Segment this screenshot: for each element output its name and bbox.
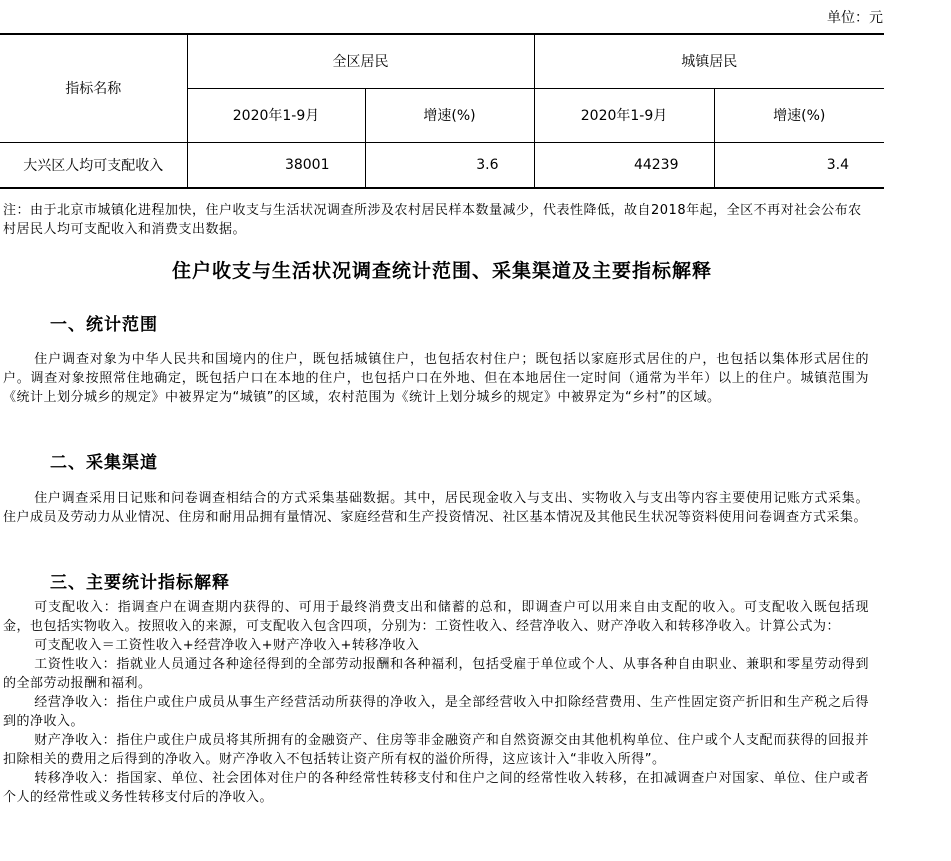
unit-label: 单位：元 (827, 10, 883, 26)
formula: 可支配收入＝工资性收入+经营净收入+财产净收入+转移净收入 (34, 638, 420, 653)
header-all-residents: 全区居民 (187, 34, 534, 88)
section-text-channels: 住户调查采用日记账和问卷调查相结合的方式采集基础数据。其中，居民现金收入与支出、实物收入与支出等内容主要使用记账方式采集。住户成员及劳动力从业情况、住房和耐用品拥有量情况、家庭经营和生产投资情况、社区基本情况及其他民生状况等资料使用问卷调查方式采集。 (3, 491, 869, 525)
income-table (0, 33, 884, 189)
section-text-indicators (3, 598, 869, 807)
def-wage-income: 工资性收入：指就业人员通过各种途径得到的全部劳动报酬和各种福利，包括受雇于单位或个人、从事各种自由职业、兼职和零星劳动得到的全部劳动报酬和福利。 (3, 657, 869, 691)
row-name: 大兴区人均可支配收入 (0, 142, 187, 188)
header-all-growth: 增速(%) (365, 88, 534, 142)
header-indicator-name: 指标名称 (0, 34, 187, 142)
def-property-income: 财产净收入：指住户或住户成员将其所拥有的金融资产、住房等非金融资产和自然资源交由其他机构单位、住户或个人支配而获得的回报并扣除相关的费用之后得到的净收入。财产净收入不包括转让资产所有权的溢价所得，这应该计入“非收入所得”。 (3, 733, 869, 767)
header-all-period: 2020年1-9月 (187, 88, 365, 142)
document-title: 住户收支与生活状况调查统计范围、采集渠道及主要指标解释 (171, 260, 712, 282)
def-transfer-income: 转移净收入：指国家、单位、社会团体对住户的各种经常性转移支付和住户之间的经常性收入转移，在扣减调查户对国家、单位、住户或者个人的经常性或义务性转移支付后的净收入。 (3, 771, 869, 805)
section-heading-scope: 一、统计范围 (50, 315, 158, 335)
header-urban-residents: 城镇居民 (534, 34, 884, 88)
section-text-scope: 住户调查对象为中华人民共和国境内的住户，既包括城镇住户，也包括农村住户；既包括以家庭形式居住的户，也包括以集体形式居住的户。调查对象按照常住地确定，既包括户口在本地的住户，也包括户口在外地、但在本地居住一定时间（通常为半年）以上的住户。城镇范围为《统计上划分城乡的规定》中被界定为“城镇”的区域，农村范围为《统计上划分城乡的规定》中被界定为“乡村”的区域。 (3, 352, 869, 405)
table-row (0, 142, 884, 188)
header-urban-growth: 增速(%) (714, 88, 884, 142)
all-value: 38001 (187, 142, 365, 188)
def-disposable-income: 可支配收入：指调查户在调查期内获得的、可用于最终消费支出和储蓄的总和，即调查户可以用来自由支配的收入。可支配收入既包括现金，也包括实物收入。按照收入的来源，可支配收入包含四项，分别为：工资性收入、经营净收入、财产净收入和转移净收入。计算公式为： (3, 600, 869, 634)
header-urban-period: 2020年1-9月 (534, 88, 714, 142)
footnote: 注：由于北京市城镇化进程加快，住户收支与生活状况调查所涉及农村居民样本数量减少，代表性降低，故自2018年起，全区不再对社会公布农村居民人均可支配收入和消费支出数据。 (3, 203, 862, 237)
urban-value: 44239 (534, 142, 714, 188)
urban-growth: 3.4 (714, 142, 884, 188)
section-heading-indicators: 三、主要统计指标解释 (50, 573, 230, 593)
def-business-income: 经营净收入：指住户或住户成员从事生产经营活动所获得的净收入，是全部经营收入中扣除经营费用、生产性固定资产折旧和生产税之后得到的净收入。 (3, 695, 869, 729)
all-growth: 3.6 (365, 142, 534, 188)
section-heading-channels: 二、采集渠道 (50, 453, 158, 473)
